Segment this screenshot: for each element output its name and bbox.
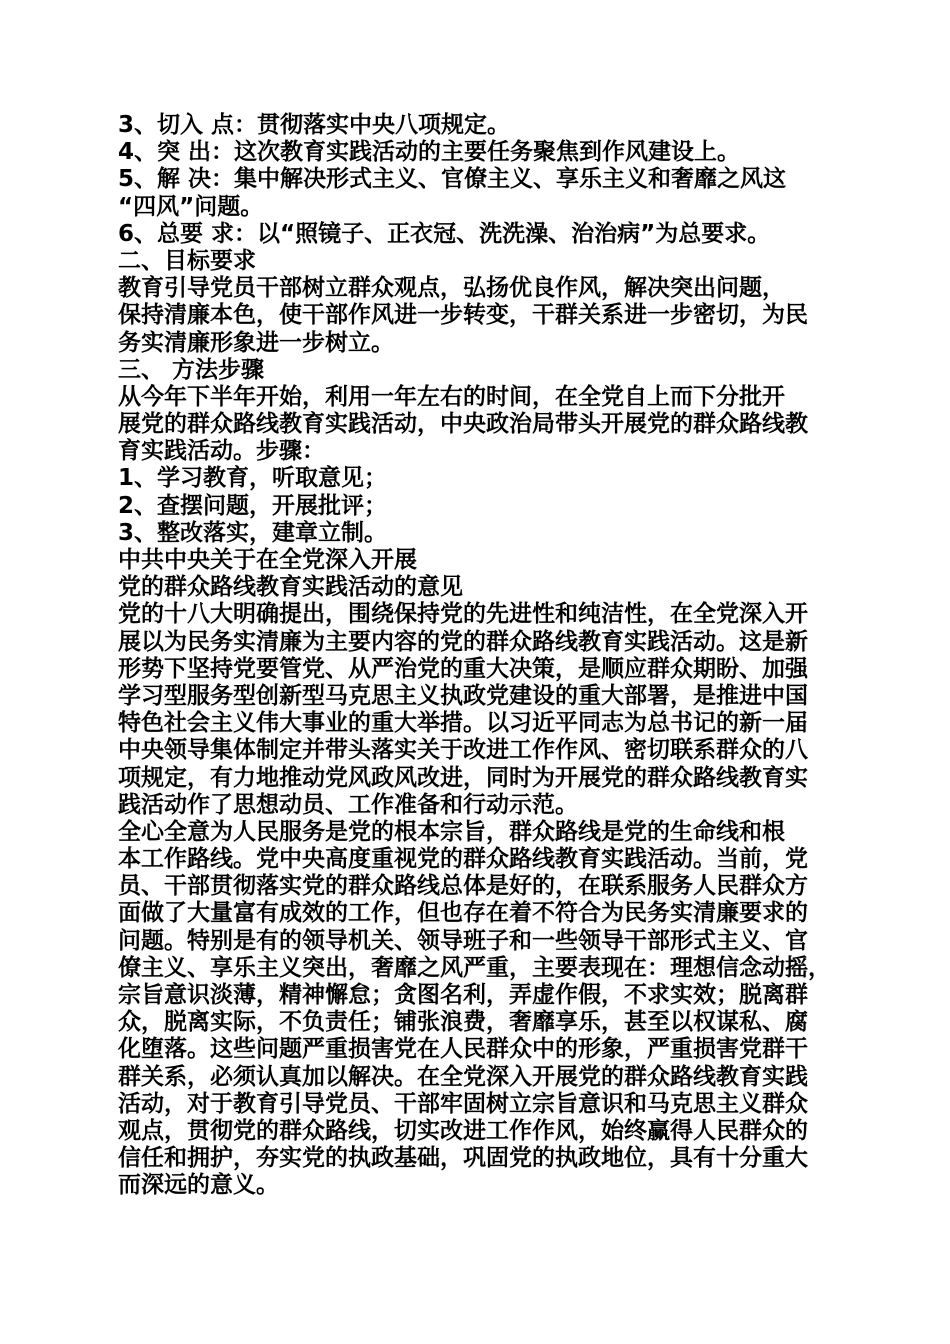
text-line: 育实践活动。步骤： bbox=[118, 438, 325, 465]
list-item: 2、查摆问题，开展批评； bbox=[118, 492, 388, 519]
text-line: 僚主义、享乐主义突出，奢靡之风严重，主要表现在：理想信念动摇， bbox=[118, 954, 831, 981]
text-line: 党的十八大明确提出，围绕保持党的先进性和纯洁性，在全党深入开 bbox=[118, 601, 808, 628]
text-line: 务实清廉形象进一步树立。 bbox=[118, 329, 394, 356]
text-line: 展党的群众路线教育实践活动，中央政治局带头开展党的群众路线教 bbox=[118, 411, 808, 438]
document-title: 党的群众路线教育实践活动的意见 bbox=[118, 574, 463, 601]
text-line: 宗旨意识淡薄，精神懈怠；贪图名利，弄虚作假，不求实效；脱离群 bbox=[118, 982, 808, 1008]
text-line: 3、切入 点：贯彻落实中央八项规定。 bbox=[118, 112, 511, 138]
text-line: 项规定，有力地推动党风政风改进，同时为开展党的群众路线教育实 bbox=[118, 764, 808, 791]
text-line: 4、突 出：这次教育实践活动的主要任务聚焦到作风建设上。 bbox=[118, 139, 741, 166]
document-body bbox=[118, 112, 840, 1200]
section-heading: 三、 方法步骤 bbox=[118, 356, 265, 383]
text-line: 众，脱离实际，不负责任；铺张浪费，奢靡享乐，甚至以权谋私、腐 bbox=[118, 1009, 808, 1036]
text-line: 问题。特别是有的领导机关、领导班子和一些领导干部形式主义、官 bbox=[118, 927, 808, 954]
text-line: 6、总要 求：以“照镜子、正衣冠、洗洗澡、治治病”为总要求。 bbox=[118, 220, 771, 247]
document-title: 中共中央关于在全党深入开展 bbox=[118, 547, 417, 573]
text-line: 活动，对于教育引导党员、干部牢固树立宗旨意识和马克思主义群众 bbox=[118, 1090, 808, 1117]
text-line: 5、解 决：集中解决形式主义、官僚主义、享乐主义和奢靡之风这 bbox=[118, 166, 787, 193]
text-line: 教育引导党员干部树立群众观点，弘扬优良作风，解决突出问题， bbox=[118, 275, 785, 302]
text-line: 面做了大量富有成效的工作，但也存在着不符合为民务实清廉要求的 bbox=[118, 900, 808, 927]
list-item: 3、整改落实，建章立制。 bbox=[118, 519, 388, 546]
text-line: 而深远的意义。 bbox=[118, 1172, 279, 1199]
text-line: 形势下坚持党要管党、从严治党的重大决策，是顺应群众期盼、加强 bbox=[118, 655, 808, 682]
text-line: 中央领导集体制定并带头落实关于改进工作作风、密切联系群众的八 bbox=[118, 737, 808, 764]
text-line: “四风”问题。 bbox=[118, 193, 264, 220]
text-line: 观点，贯彻党的群众路线，切实改进工作作风，始终赢得人民群众的 bbox=[118, 1117, 808, 1144]
text-line: 特色社会主义伟大事业的重大举措。以习近平同志为总书记的新一届 bbox=[118, 710, 808, 737]
section-heading: 二、目标要求 bbox=[118, 247, 256, 274]
text-line: 学习型服务型创新型马克思主义执政党建设的重大部署，是推进中国 bbox=[118, 682, 808, 709]
text-line: 展以为民务实清廉为主要内容的党的群众路线教育实践活动。这是新 bbox=[118, 628, 808, 655]
text-line: 本工作路线。党中央高度重视党的群众路线教育实践活动。当前，党 bbox=[118, 846, 808, 873]
text-line: 员、干部贯彻落实党的群众路线总体是好的，在联系服务人民群众方 bbox=[118, 873, 808, 900]
text-line: 从今年下半年开始，利用一年左右的时间，在全党自上而下分批开 bbox=[118, 383, 785, 410]
text-line: 信任和拥护，夯实党的执政基础，巩固党的执政地位，具有十分重大 bbox=[118, 1145, 808, 1172]
text-line: 践活动作了思想动员、工作准备和行动示范。 bbox=[118, 791, 578, 818]
text-line: 保持清廉本色，使干部作风进一步转变，干群关系进一步密切，为民 bbox=[118, 302, 808, 329]
list-item: 1、学习教育，听取意见； bbox=[118, 465, 388, 492]
text-line: 群关系，必须认真加以解决。在全党深入开展党的群众路线教育实践 bbox=[118, 1063, 808, 1090]
text-line: 化堕落。这些问题严重损害党在人民群众中的形象，严重损害党群干 bbox=[118, 1036, 808, 1063]
text-line: 全心全意为人民服务是党的根本宗旨，群众路线是党的生命线和根 bbox=[118, 818, 785, 845]
